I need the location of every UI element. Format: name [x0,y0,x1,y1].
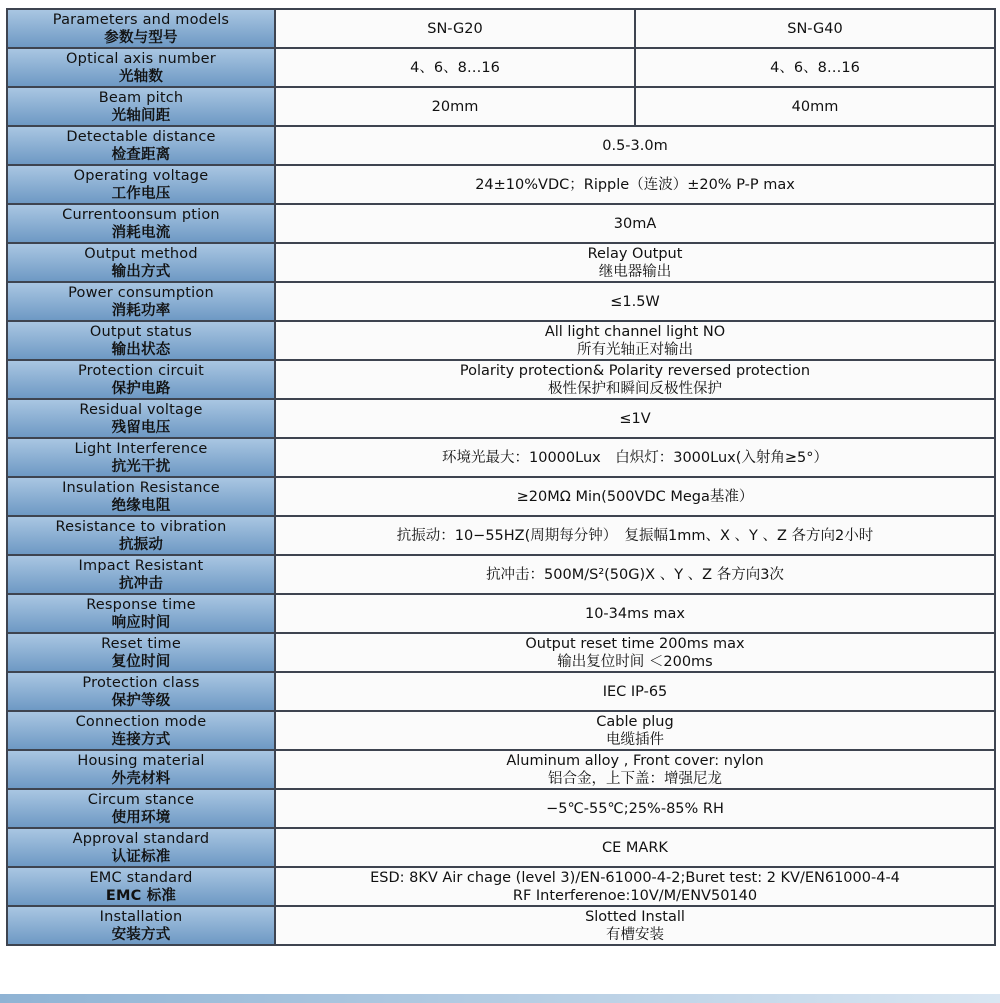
spec-value: 40mm [791,98,839,115]
parameter-label-zh: 消耗电流 [111,224,171,241]
parameter-label-en: Parameters and models [52,11,230,28]
spec-value-cell [275,321,995,360]
parameter-label-zh: EMC 标准 [105,887,177,904]
parameter-label-zh: 安装方式 [111,926,171,943]
parameter-label-cell [7,594,275,633]
header-row [7,9,995,48]
spec-row [7,165,995,204]
parameter-label-cell [7,516,275,555]
spec-value-line: 所有光轴正对输出 [577,341,693,358]
parameter-label-en: Resistance to vibration [55,518,227,535]
parameter-label-en: Approval standard [72,830,210,847]
parameter-label-en: Impact Resistant [78,557,204,574]
parameter-label-en: Light Interference [74,440,208,457]
parameter-label-cell [7,828,275,867]
spec-row [7,828,995,867]
spec-value-line: 抗振动：10−55HZ(周期每分钟） 复振幅1mm、X 、Y 、Z 各方向2小时 [396,527,874,544]
parameter-label-en: Protection circuit [77,362,205,379]
spec-value-line: 0.5-3.0m [602,137,668,154]
spec-row [7,633,995,672]
spec-row [7,867,995,906]
spec-row [7,438,995,477]
parameter-label-cell [7,633,275,672]
spec-table-body [7,9,995,945]
spec-value-cell [275,594,995,633]
parameter-label-zh: 工作电压 [111,185,171,202]
spec-value: 4、6、8…16 [770,59,860,76]
model-name-cell [275,9,635,48]
spec-row [7,282,995,321]
parameter-label-cell [7,672,275,711]
spec-value-cell [275,867,995,906]
spec-value-line: 电缆插件 [606,731,664,748]
parameter-label-en: EMC standard [89,869,193,886]
parameter-label-en: Power consumption [68,284,214,301]
spec-row [7,555,995,594]
parameter-label-cell [7,9,275,48]
parameter-label-en: Optical axis number [66,50,216,67]
spec-value-cell [275,360,995,399]
spec-row [7,399,995,438]
parameter-label-cell [7,867,275,906]
parameter-label-cell [7,204,275,243]
spec-value: 4、6、8…16 [410,59,500,76]
spec-value-line: Aluminum alloy , Front cover: nylon [506,752,764,769]
parameter-label-cell [7,321,275,360]
parameter-label-cell [7,906,275,945]
spec-row [7,906,995,945]
spec-value-line: 环境光最大：10000Lux 白炽灯：3000Lux(入射角≥5°） [442,449,828,466]
spec-value-cell [275,399,995,438]
spec-value-line: ≤1V [619,410,651,427]
model-name: SN-G40 [787,20,843,37]
spec-value-line: 继电器输出 [598,263,672,280]
spec-value-line: Polarity protection& Polarity reversed protection [459,362,811,379]
bottom-decor-strip [0,994,1000,1003]
spec-value-line: Slotted Install [585,908,685,925]
parameter-label-zh: 抗光干扰 [111,458,171,475]
spec-row [7,516,995,555]
spec-value-line: IEC IP-65 [602,683,668,700]
spec-value-line: RF Interferenoe:10V/M/ENV50140 [512,887,758,904]
spec-value-cell [275,126,995,165]
spec-value-line: −5℃-55℃;25%-85% RH [546,800,724,817]
parameter-label-zh: 绝缘电阻 [111,497,171,514]
parameter-label-en: Installation [99,908,183,925]
parameter-label-zh: 响应时间 [111,614,171,631]
parameter-label-cell [7,48,275,87]
parameter-label-zh: 输出方式 [111,263,171,280]
parameter-label-en: Currentoonsum ption [62,206,220,223]
spec-value-cell [275,555,995,594]
spec-value-line: 输出复位时间 ＜200ms [557,653,713,670]
parameter-label-cell [7,438,275,477]
spec-value-line: Output reset time 200ms max [525,635,745,652]
spec-value-cell [275,906,995,945]
parameter-label-en: Output method [84,245,198,262]
parameter-label-en: Circum stance [87,791,195,808]
spec-row [7,126,995,165]
parameter-label-cell [7,126,275,165]
spec-row [7,87,995,126]
spec-value-line: Relay Output [587,245,683,262]
parameter-label-zh: 使用环境 [111,809,171,826]
spec-row [7,672,995,711]
spec-value-cell [635,48,995,87]
parameter-label-en: Residual voltage [79,401,203,418]
parameter-label-zh: 认证标准 [111,848,171,865]
parameter-label-zh: 连接方式 [111,731,171,748]
parameter-label-zh: 光轴数 [118,68,164,85]
parameter-label-zh: 参数与型号 [104,29,178,46]
spec-value-cell [275,711,995,750]
spec-value-cell [275,204,995,243]
spec-value-line: All light channel light NO [544,323,726,340]
parameter-label-cell [7,165,275,204]
spec-value-line: 极性保护和瞬间反极性保护 [548,380,722,397]
spec-row [7,477,995,516]
parameter-label-zh: 残留电压 [111,419,171,436]
parameter-label-cell [7,750,275,789]
parameter-label-en: Detectable distance [66,128,216,145]
spec-row [7,243,995,282]
parameter-label-zh: 光轴间距 [111,107,171,124]
spec-value-cell [275,282,995,321]
spec-value-cell [635,87,995,126]
spec-value-line: 30mA [613,215,657,232]
parameter-label-en: Insulation Resistance [62,479,220,496]
parameter-label-cell [7,477,275,516]
spec-value-line: Cable plug [596,713,674,730]
spec-row [7,204,995,243]
parameter-label-en: Output status [89,323,193,340]
spec-row [7,750,995,789]
parameter-label-cell [7,282,275,321]
spec-row [7,48,995,87]
parameter-label-zh: 消耗功率 [111,302,171,319]
spec-value-cell [275,672,995,711]
spec-value-line: 10-34ms max [584,605,685,622]
parameter-label-en: Reset time [101,635,181,652]
parameter-label-en: Response time [86,596,196,613]
spec-value-line: CE MARK [602,839,668,856]
spec-value-cell [275,477,995,516]
parameter-label-zh: 输出状态 [111,341,171,358]
parameter-label-cell [7,87,275,126]
parameter-label-cell [7,243,275,282]
parameter-label-cell [7,360,275,399]
spec-value-line: 24±10%VDC；Ripple（连波）±20% P-P max [475,176,795,193]
spec-value-cell [275,438,995,477]
parameter-label-cell [7,711,275,750]
spec-value-cell [275,48,635,87]
spec-value-line: 抗冲击：500M/S²(50G)X 、Y 、Z 各方向3次 [486,566,784,583]
spec-value-cell [275,516,995,555]
parameter-label-zh: 复位时间 [111,653,171,670]
model-name-cell [635,9,995,48]
parameter-label-zh: 检查距离 [111,146,171,163]
spec-value-cell [275,165,995,204]
spec-value-line: 有槽安装 [606,926,664,943]
parameter-label-en: Housing material [77,752,205,769]
parameter-label-cell [7,789,275,828]
spec-value-line: ≤1.5W [610,293,660,310]
spec-row [7,789,995,828]
spec-value-line: ≥20MΩ Min(500VDC Mega基准） [516,488,754,505]
parameter-label-zh: 抗振动 [118,536,164,553]
parameter-label-en: Operating voltage [73,167,209,184]
parameter-label-zh: 外壳材料 [111,770,171,787]
parameter-label-cell [7,555,275,594]
spec-row [7,711,995,750]
spec-value-line: ESD: 8KV Air chage (level 3)/EN-61000-4-2;Buret test: 2 KV/EN61000-4-4 [370,869,900,886]
parameter-label-zh: 抗冲击 [118,575,164,592]
spec-value-cell [275,87,635,126]
spec-value-cell [275,828,995,867]
model-name: SN-G20 [427,20,483,37]
spec-value-cell [275,633,995,672]
spec-table [6,8,996,946]
parameter-label-en: Connection mode [75,713,207,730]
parameter-label-en: Protection class [82,674,200,691]
spec-row [7,360,995,399]
spec-value-line: 铝合金，上下盖：增强尼龙 [548,770,722,787]
spec-value-cell [275,750,995,789]
spec-value: 20mm [431,98,479,115]
parameter-label-zh: 保护电路 [111,380,171,397]
spec-row [7,594,995,633]
spec-row [7,321,995,360]
parameter-label-cell [7,399,275,438]
parameter-label-zh: 保护等级 [111,692,171,709]
parameter-label-en: Beam pitch [98,89,184,106]
spec-value-cell [275,789,995,828]
spec-value-cell [275,243,995,282]
